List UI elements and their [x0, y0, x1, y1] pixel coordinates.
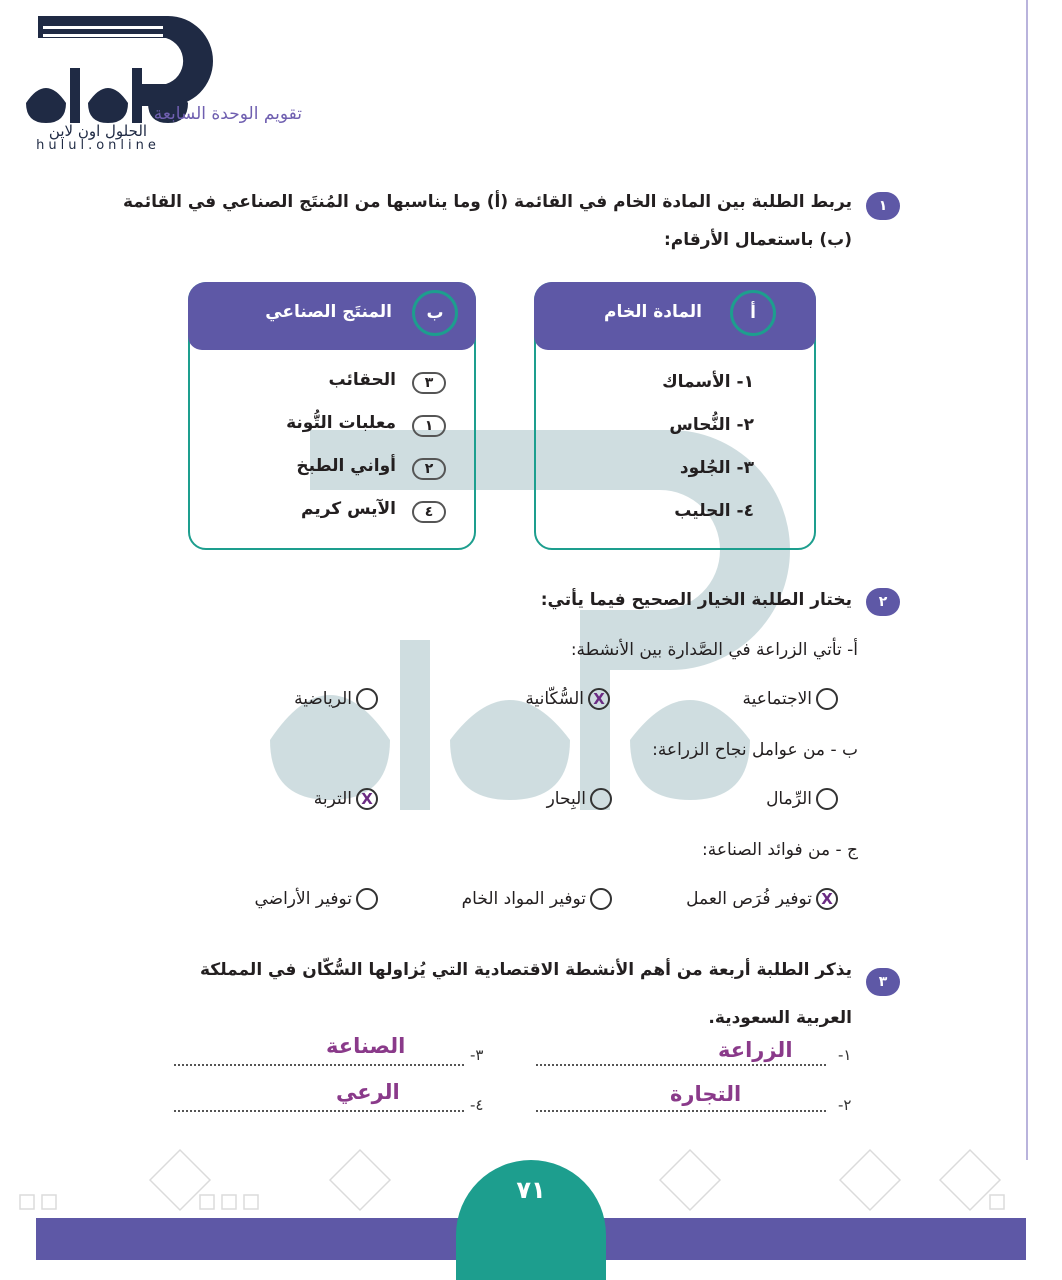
- list-a-item: ١- الأسماك: [662, 372, 754, 392]
- option-label: البِحار: [546, 789, 586, 809]
- list-a-item: ٢- النُّحاس: [669, 415, 754, 435]
- option-label: توفير الأراضي: [254, 889, 352, 909]
- question-3-text-line1: يذكر الطلبة أربعة من أهم الأنشطة الاقتصادية التي يُزاولها السُّكّان في المملكة: [200, 960, 852, 980]
- option-2b-2[interactable]: [547, 788, 612, 810]
- option-label: الرِّمال: [766, 789, 812, 809]
- question-2b-prompt: ب - من عوامل نجاح الزراعة:: [652, 740, 858, 760]
- option-label: التربة: [313, 789, 352, 809]
- question-2-badge: ٢: [866, 588, 900, 616]
- option-2c-1[interactable]: [686, 888, 838, 910]
- list-a-title: المادة الخام: [604, 302, 702, 322]
- option-label: السُّكّانية: [525, 689, 584, 709]
- unit-title: تقويم الوحدة السابعة: [153, 104, 302, 124]
- option-label: توفير فُرَص العمل: [686, 889, 812, 909]
- answer-4-number: ٤-: [470, 1096, 484, 1114]
- radio-checked-icon[interactable]: X: [588, 688, 610, 710]
- answer-4-value: الرعي: [336, 1080, 400, 1104]
- list-b-answer-pill: ٤: [412, 501, 446, 523]
- list-a-header: [534, 282, 816, 350]
- answer-1-number: ١-: [838, 1046, 852, 1064]
- question-3-badge: ٣: [866, 968, 900, 996]
- answer-2-number: ٢-: [838, 1096, 852, 1114]
- list-b-answer-pill: ٢: [412, 458, 446, 480]
- question-3-text-line2: العربية السعودية.: [708, 1008, 852, 1028]
- logo-url: hulul.online: [36, 138, 160, 153]
- logo-subtitle: الحلول اون لاين: [48, 122, 148, 140]
- answer-3-number: ٣-: [470, 1046, 484, 1064]
- radio-checked-icon[interactable]: X: [356, 788, 378, 810]
- answer-1-line[interactable]: [536, 1064, 826, 1066]
- answer-2-value: التجارة: [670, 1082, 742, 1106]
- option-label: توفير المواد الخام: [461, 889, 586, 909]
- option-2a-3[interactable]: [294, 688, 378, 710]
- answer-3-value: الصناعة: [326, 1034, 406, 1058]
- list-b-answer-pill: ٣: [412, 372, 446, 394]
- answer-2-line[interactable]: [536, 1110, 826, 1112]
- list-b-item: الآيس كريم: [301, 499, 396, 519]
- option-2b-1[interactable]: [766, 788, 838, 810]
- question-2-text: يختار الطلبة الخيار الصحيح فيما يأتي:: [540, 590, 852, 610]
- answer-1-value: الزراعة: [718, 1038, 793, 1062]
- list-b-answer-pill: ١: [412, 415, 446, 437]
- option-2c-3[interactable]: [254, 888, 378, 910]
- list-b-header: [188, 282, 476, 350]
- radio-checked-icon[interactable]: X: [816, 888, 838, 910]
- list-a-item: ٤- الحليب: [674, 501, 754, 521]
- radio-icon[interactable]: [816, 788, 838, 810]
- list-b-box: [188, 282, 476, 550]
- list-b-letter: ب: [412, 290, 458, 336]
- list-a-box: [534, 282, 816, 550]
- question-1-text-line2: (ب) باستعمال الأرقام:: [663, 230, 852, 250]
- radio-icon[interactable]: [590, 888, 612, 910]
- page-number: ٧١: [516, 1176, 546, 1204]
- option-label: الرياضية: [294, 689, 352, 709]
- radio-icon[interactable]: [590, 788, 612, 810]
- page-margin-line: [1026, 0, 1028, 1160]
- answer-3-line[interactable]: [174, 1064, 464, 1066]
- option-2a-1[interactable]: [743, 688, 838, 710]
- option-2a-2[interactable]: [525, 688, 610, 710]
- list-a-letter: أ: [730, 290, 776, 336]
- option-2c-2[interactable]: [462, 888, 612, 910]
- radio-icon[interactable]: [816, 688, 838, 710]
- list-b-item: معلبات التُّونة: [286, 413, 396, 433]
- list-b-item: أواني الطبخ: [296, 456, 396, 476]
- question-2a-prompt: أ- تأتي الزراعة في الصَّدارة بين الأنشطة:: [570, 640, 858, 660]
- question-2c-prompt: ج - من فوائد الصناعة:: [702, 840, 858, 860]
- list-b-title: المنتَج الصناعي: [265, 302, 392, 322]
- option-label: الاجتماعية: [742, 689, 812, 709]
- radio-icon[interactable]: [356, 688, 378, 710]
- radio-icon[interactable]: [356, 888, 378, 910]
- question-1-text-line1: يربط الطلبة بين المادة الخام في القائمة (أ) وما يناسبها من المُنتَج الصناعي في القائمة: [122, 192, 852, 212]
- list-a-item: ٣- الجُلود: [679, 458, 754, 478]
- option-2b-3[interactable]: [314, 788, 378, 810]
- list-b-item: الحقائب: [328, 370, 396, 390]
- question-1-badge: ١: [866, 192, 900, 220]
- answer-4-line[interactable]: [174, 1110, 464, 1112]
